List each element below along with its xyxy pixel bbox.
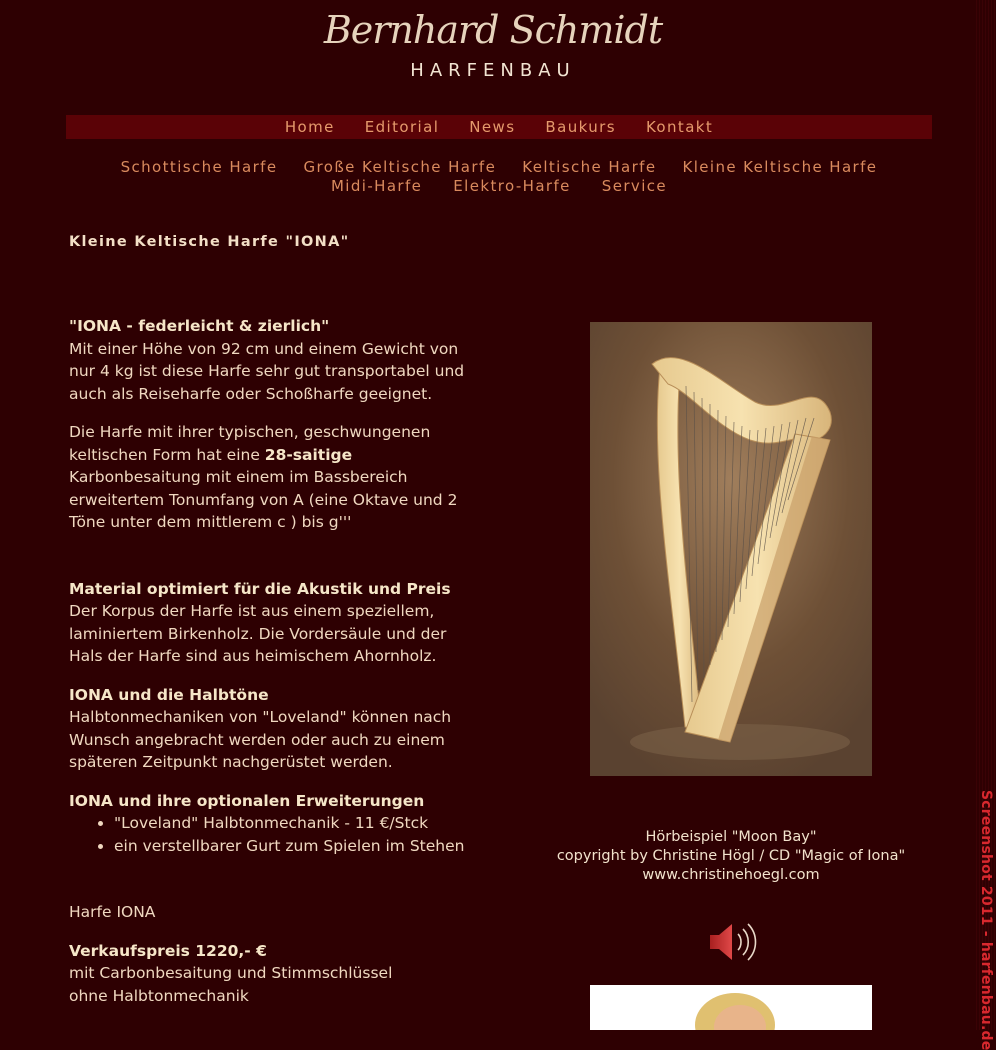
extensions-heading: IONA und ihre optionalen Erweiterungen [69, 791, 425, 810]
list-item: • "Loveland" Halbtonmechanik - 11 €/Stck [114, 812, 479, 835]
caption-title: Hörbeispiel "Moon Bay" [645, 829, 817, 845]
subnav-schottische-harfe[interactable]: Schottische Harfe [120, 158, 278, 176]
page-title: Kleine Keltische Harfe "IONA" [69, 234, 350, 250]
subnav-grosse-keltische-harfe[interactable]: Große Keltische Harfe [303, 158, 497, 176]
screenshot-watermark: Screenshot 2011 - harfenbau.de [978, 790, 994, 1050]
subnav-keltische-harfe[interactable]: Keltische Harfe [522, 158, 657, 176]
harp-illustration [590, 322, 872, 776]
nav-kontakt[interactable]: Kontakt [645, 118, 714, 136]
nav-editorial[interactable]: Editorial [364, 118, 440, 136]
section-intro [69, 315, 479, 405]
strings-text-a: Die Harfe mit ihrer typischen, geschwungenen keltischen Form hat eine [69, 423, 431, 464]
halbtoene-heading: IONA und die Halbtöne [69, 685, 269, 704]
artist-photo [590, 985, 872, 1030]
section-material [69, 578, 479, 668]
section-extensions [69, 790, 479, 813]
product-name: Harfe IONA [69, 903, 156, 921]
subnav-service[interactable]: Service [601, 177, 668, 195]
list-item: • ein verstellbarer Gurt zum Spielen im Stehen [114, 835, 479, 858]
section-price [69, 940, 479, 1008]
harp-photo [590, 322, 872, 776]
audio-caption [540, 828, 922, 885]
strings-count: 28-saitige [264, 445, 353, 464]
speaker-icon[interactable] [708, 920, 760, 964]
caption-link[interactable]: www.christinehoegl.com [642, 867, 820, 883]
nav-home[interactable]: Home [284, 118, 335, 136]
intro-heading: "IONA - federleicht & zierlich" [69, 317, 330, 335]
price-line-1: mit Carbonbesaitung und Stimmschlüssel [69, 964, 393, 982]
product-description [69, 315, 479, 1023]
logo-script[interactable]: Bernhard Schmidt [323, 8, 663, 52]
strings-text-b: Karbonbesaitung mit einem im Bassbereich erweitertem Tonumfang von A (eine Oktave und 2 Töne unter dem mittlerem c ) bis g''' [69, 468, 458, 531]
nav-baukurs[interactable]: Baukurs [545, 118, 616, 136]
category-nav [66, 158, 932, 196]
subnav-kleine-keltische-harfe[interactable]: Kleine Keltische Harfe [682, 158, 878, 176]
logo-subtitle: HARFENBAU [410, 60, 576, 81]
caption-copyright: copyright by Christine Högl / CD "Magic of Iona" [556, 848, 906, 864]
price-line-2: ohne Halbtonmechanik [69, 986, 249, 1005]
section-halbtoene [69, 684, 479, 774]
nav-news[interactable]: News [469, 118, 516, 136]
main-nav [66, 115, 932, 139]
intro-text: Mit einer Höhe von 92 cm und einem Gewicht von nur 4 kg ist diese Harfe sehr gut transportabel und auch als Reiseharfe oder Schoßharfe geeignet. [69, 339, 465, 403]
extensions-list [69, 812, 479, 857]
subnav-elektro-harfe[interactable]: Elektro-Harfe [453, 177, 571, 195]
halbtoene-text: Halbtonmechaniken von "Loveland" können nach Wunsch angebracht werden oder auch zu einem späteren Zeitpunkt nachgerüstet werden. [69, 708, 452, 771]
section-strings [69, 421, 479, 534]
material-text: Der Korpus der Harfe ist aus einem speziellem, laminiertem Birkenholz. Die Vordersäule und der Hals der Harfe sind aus heimischem Ahornholz. [69, 602, 447, 665]
price-heading: Verkaufspreis 1220,- € [69, 941, 267, 960]
subnav-midi-harfe[interactable]: Midi-Harfe [330, 177, 423, 195]
material-heading: Material optimiert für die Akustik und Preis [69, 579, 451, 598]
